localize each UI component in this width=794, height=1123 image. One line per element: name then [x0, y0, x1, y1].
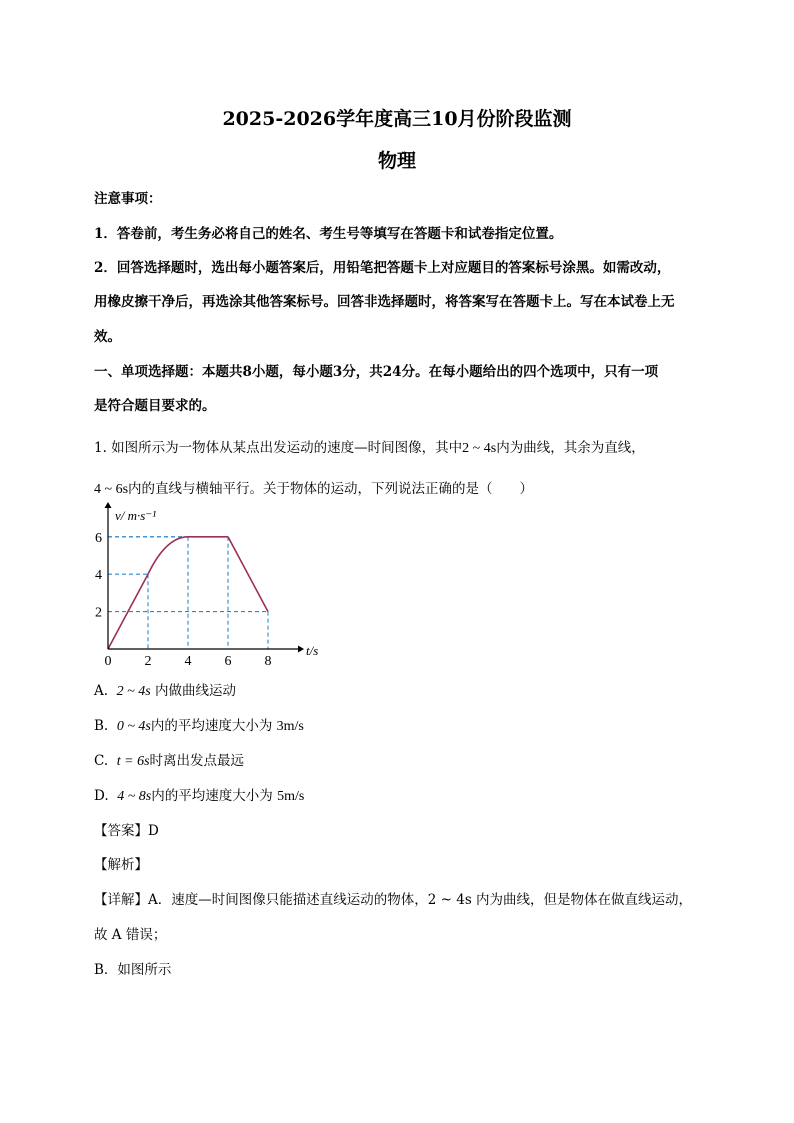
option-b[interactable] — [94, 714, 304, 735]
velocity-time-chart — [96, 502, 326, 667]
x-axis-label: t/s — [306, 643, 319, 658]
option-b-text: 内的平均速度大小为 — [150, 718, 273, 734]
series-segment-3 — [228, 537, 268, 612]
question-1-line-1 — [94, 436, 645, 457]
section-heading-line-1: 一、单项选择题：本题共8小题，每小题3分，共24分。在每小题给出的四个选项中，只有一项 — [94, 364, 659, 380]
x-tick-label-3: 6 — [224, 654, 232, 669]
note-item-2-line-3: 效。 — [94, 329, 121, 345]
note-item-2-line-2: 用橡皮擦干净后，再选涂其他答案标号。回答非选择题时，将答案写在答题卡上。写在本试卷上无 — [94, 294, 675, 310]
note-item-1: 1．答卷前，考生务必将自己的姓名、考生号等填写在答题卡和试卷指定位置。 — [94, 226, 563, 242]
option-b-label: B. — [94, 718, 109, 734]
section-heading-line-2: 是符合题目要求的。 — [94, 398, 216, 414]
detail-line-3: B．如图所示 — [94, 962, 172, 978]
chart-axes — [105, 502, 305, 653]
option-d-math: 4 ~ 8s — [117, 789, 152, 804]
y-tick-label-1: 4 — [95, 568, 102, 584]
option-b-value: 3m/s — [276, 719, 304, 734]
option-b-math: 0 ~ 4s — [116, 719, 151, 734]
y-axis-label: v/ m·s⁻¹ — [115, 508, 157, 523]
y-tick-label-2: 6 — [95, 530, 102, 546]
question-1-range-1: 2 ~ 4s — [462, 441, 497, 456]
x-axis-arrow — [298, 646, 304, 653]
question-1-range-2: 4 ~ 6s — [94, 482, 129, 497]
x-tick-label-4: 8 — [264, 654, 272, 669]
x-tick-label-2: 4 — [184, 654, 192, 669]
question-1-text-a: 1. 如图所示为一物体从某点出发运动的速度—时间图像，其中 — [94, 440, 463, 456]
analysis-label: 【解析】 — [94, 857, 148, 873]
chart-labels — [95, 508, 318, 669]
option-d-value: 5m/s — [277, 789, 305, 804]
page-title: 2025-2026学年度高三10月份阶段监测 — [222, 108, 572, 130]
x-tick-label-0: 0 — [104, 654, 112, 669]
y-tick-label-0: 2 — [95, 605, 102, 621]
option-d[interactable] — [94, 784, 304, 805]
question-1-text-b: 内为曲线，其余为直线， — [496, 440, 645, 456]
option-d-text: 内的平均速度大小为 — [151, 788, 273, 804]
answer-label: 【答案】D — [94, 823, 159, 839]
note-item-2-line-1: 2．回答选择题时，选出每小题答案后，用铅笔把答题卡上对应题目的答案标号涂黑。如需改动， — [94, 260, 671, 276]
option-c-label: C. — [94, 753, 109, 769]
detail-line-2: 故 A 错误； — [94, 927, 167, 943]
option-a-text: 内做曲线运动 — [154, 683, 236, 699]
question-1-text-c: 内的直线与横轴平行。关于物体的运动，下列说法正确的是（ ） — [128, 481, 534, 497]
series-segment-1 — [148, 537, 188, 574]
notes-heading: 注意事项： — [94, 191, 162, 207]
subject-title: 物理 — [377, 150, 416, 172]
option-c-math: t = 6s — [116, 754, 150, 769]
chart-guides — [108, 537, 268, 649]
option-a-label: A. — [94, 683, 109, 699]
option-a-math: 2 ~ 4s — [116, 684, 151, 699]
detail-line-1: 【详解】A．速度—时间图像只能描述直线运动的物体，2 ~ 4s 内为曲线，但是物体在做直线运动， — [94, 892, 693, 908]
series-segment-0 — [108, 574, 148, 649]
x-tick-label-1: 2 — [144, 654, 152, 669]
y-axis-arrow — [105, 502, 112, 508]
question-1-line-2 — [94, 477, 533, 498]
option-c[interactable] — [94, 749, 244, 770]
option-a[interactable] — [94, 679, 236, 700]
option-d-label: D. — [94, 788, 109, 804]
option-c-text: 时离出发点最远 — [149, 753, 245, 769]
